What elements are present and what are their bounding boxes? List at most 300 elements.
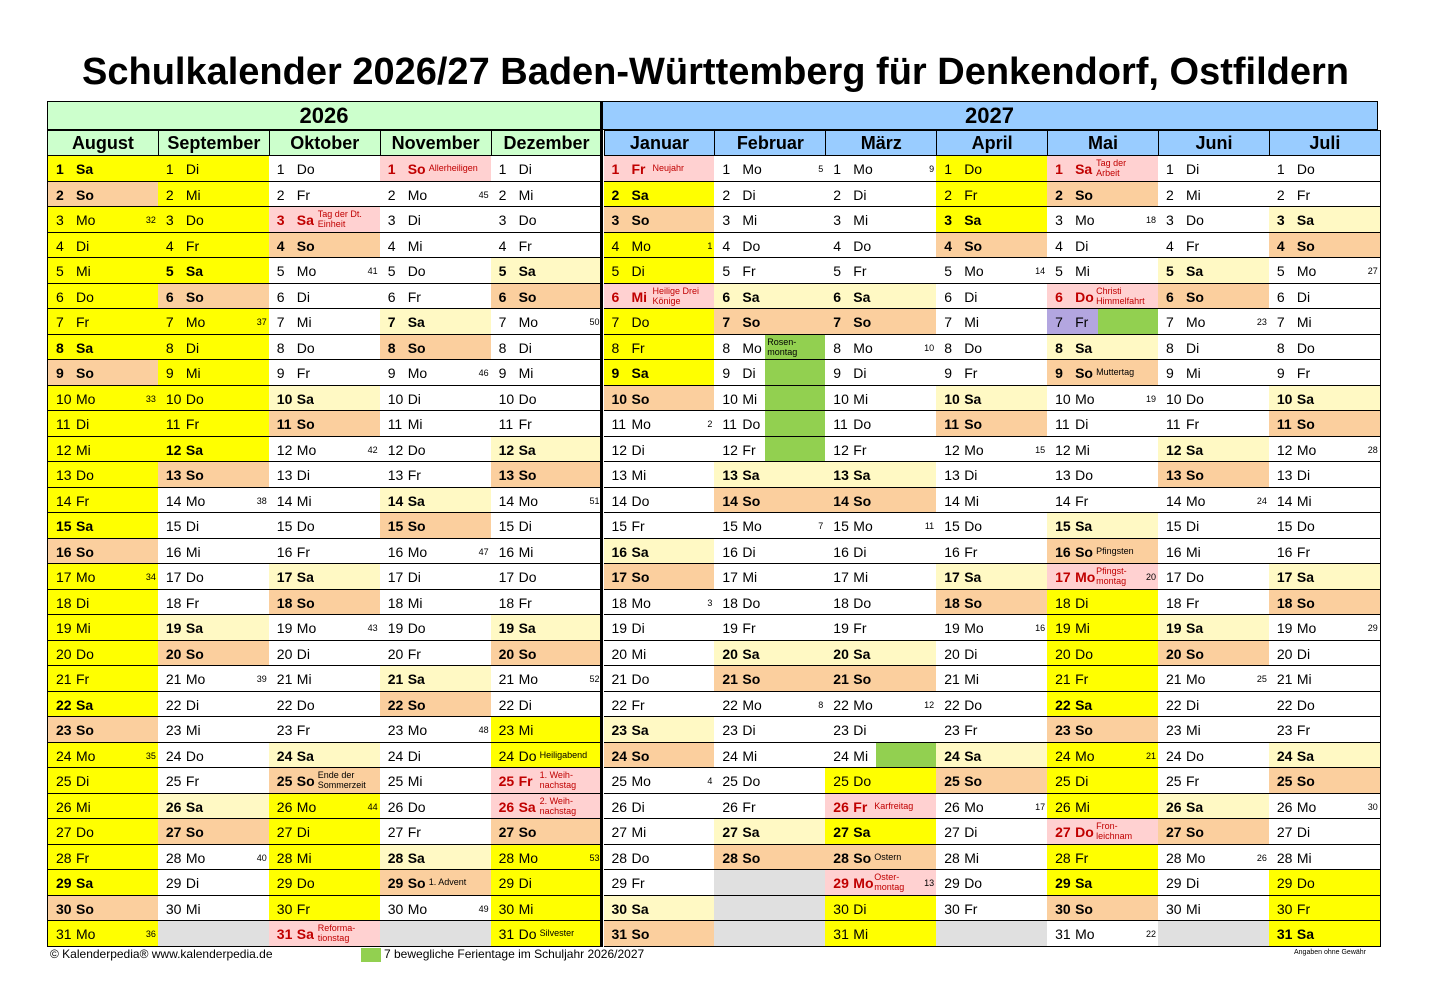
weekday-abbr: Di — [76, 594, 90, 611]
weekday-abbr: Di — [185, 339, 200, 356]
day-number: 5 — [276, 263, 285, 279]
holiday-note: Ende der Sommerzeit — [317, 770, 366, 790]
day-number: 10 — [944, 390, 960, 407]
day-cell — [47, 207, 159, 233]
weekday-abbr: Di — [185, 161, 200, 177]
day-cell — [1158, 768, 1270, 794]
day-number: 16 — [611, 543, 628, 560]
day-number: 2 — [165, 186, 174, 203]
day-cell — [380, 284, 492, 310]
weekday-abbr: Do — [853, 416, 872, 432]
day-cell — [714, 386, 826, 412]
weekday-abbr: So — [1186, 824, 1204, 840]
day-number: 30 — [1166, 900, 1182, 917]
weekday-abbr: Sa — [1296, 926, 1315, 942]
weekday-abbr: Sa — [185, 263, 204, 279]
weekday-abbr: Do — [742, 237, 761, 254]
week-number: 11 — [924, 521, 935, 531]
day-cell — [380, 845, 492, 871]
day-number: 30 — [498, 900, 515, 917]
day-cell — [1158, 437, 1270, 463]
weekday-abbr: Do — [185, 390, 204, 407]
week-number: 30 — [1367, 801, 1378, 812]
day-cell — [825, 462, 937, 488]
weekday-abbr: Mi — [518, 722, 534, 738]
weekday-abbr: Fr — [296, 722, 311, 738]
weekday-abbr: Do — [1296, 518, 1315, 534]
day-cell — [1269, 564, 1381, 590]
day-number: 26 — [1276, 798, 1293, 815]
day-number: 8 — [498, 339, 507, 356]
day-number: 30 — [1276, 900, 1293, 917]
day-number: 22 — [722, 696, 738, 713]
week-number: 45 — [478, 189, 489, 200]
weekday-abbr: Do — [1296, 161, 1315, 177]
weekday-abbr: Mi — [185, 365, 201, 381]
weekday-abbr: Do — [76, 467, 94, 483]
day-number: 14 — [944, 492, 960, 509]
day-number: 16 — [56, 543, 72, 560]
day-cell — [714, 462, 826, 488]
weekday-abbr: Mi — [518, 365, 534, 381]
school-calendar-grid — [47, 101, 1378, 947]
weekday-abbr: Mi — [1186, 722, 1201, 738]
day-number: 29 — [611, 875, 628, 891]
weekday-abbr: Mo — [853, 339, 873, 356]
day-cell — [380, 794, 492, 820]
day-cell — [1158, 182, 1270, 208]
week-number: 20 — [1145, 572, 1156, 582]
day-cell — [825, 717, 937, 743]
day-cell — [1158, 207, 1270, 233]
day-number: 8 — [833, 339, 842, 356]
weekday-abbr: Di — [853, 900, 867, 917]
empty-day-cell — [158, 921, 270, 947]
day-number: 28 — [833, 849, 849, 866]
weekday-abbr: Do — [407, 441, 426, 458]
day-cell — [269, 564, 381, 590]
day-number: 29 — [498, 875, 515, 891]
day-cell — [380, 233, 492, 259]
weekday-abbr: Fr — [1296, 543, 1311, 560]
day-cell — [158, 743, 270, 769]
day-cell — [1047, 666, 1159, 692]
day-number: 21 — [165, 671, 182, 687]
day-number: 18 — [276, 594, 293, 611]
day-number: 21 — [1166, 671, 1182, 687]
weekday-abbr: Do — [76, 824, 94, 840]
day-cell — [825, 845, 937, 871]
day-number: 26 — [722, 798, 738, 815]
day-cell — [604, 564, 716, 590]
day-cell — [47, 284, 159, 310]
day-number: 15 — [276, 518, 293, 534]
day-cell — [158, 258, 270, 284]
weekday-abbr: Mi — [76, 263, 91, 279]
day-cell — [158, 717, 270, 743]
day-number: 4 — [611, 237, 620, 254]
holiday-note: Tag der Arbeit — [1096, 158, 1127, 178]
day-number: 22 — [56, 696, 72, 713]
day-cell — [158, 360, 270, 386]
holiday-note: Oster- montag — [874, 872, 905, 892]
day-number: 2 — [1055, 186, 1063, 203]
day-cell — [1158, 794, 1270, 820]
day-cell — [380, 207, 492, 233]
weekday-abbr: Sa — [76, 518, 94, 534]
holiday-note: Reforma- tionstag — [317, 923, 356, 943]
day-number: 2 — [498, 186, 507, 203]
day-cell — [491, 258, 603, 284]
day-cell — [1047, 309, 1159, 335]
weekday-abbr: Di — [1296, 467, 1311, 483]
day-number: 31 — [1055, 926, 1071, 942]
week-number: 3 — [707, 597, 713, 608]
week-number: 47 — [478, 546, 489, 557]
day-cell — [604, 717, 716, 743]
day-number: 21 — [1055, 671, 1071, 687]
weekday-abbr: So — [631, 569, 650, 585]
weekday-abbr: Sa — [742, 288, 760, 305]
day-number: 14 — [165, 492, 182, 509]
day-cell — [269, 666, 381, 692]
weekday-abbr: Mo — [853, 875, 874, 891]
day-number: 11 — [498, 416, 514, 432]
day-cell — [1269, 386, 1381, 412]
day-cell — [714, 411, 826, 437]
day-cell — [47, 258, 159, 284]
weekday-abbr: So — [964, 237, 983, 254]
weekday-abbr: Do — [631, 492, 650, 509]
day-number: 24 — [1276, 747, 1293, 764]
weekday-abbr: Do — [1296, 339, 1315, 356]
weekday-abbr: Do — [964, 161, 983, 177]
week-number: 25 — [1256, 674, 1267, 684]
day-number: 5 — [1276, 263, 1285, 279]
weekday-abbr: Fr — [964, 543, 978, 560]
weekday-abbr: Fr — [1075, 671, 1089, 687]
day-cell — [158, 692, 270, 718]
weekday-abbr: Di — [185, 696, 200, 713]
day-cell — [825, 233, 937, 259]
weekday-abbr: Mi — [76, 798, 91, 815]
weekday-abbr: Do — [631, 314, 650, 330]
day-number: 27 — [722, 824, 738, 840]
weekday-abbr: Mo — [631, 416, 651, 432]
weekday-abbr: Mo — [76, 390, 96, 407]
day-number: 30 — [833, 900, 849, 917]
day-number: 4 — [1055, 237, 1063, 254]
day-cell — [825, 768, 937, 794]
day-number: 1 — [387, 161, 396, 177]
day-cell — [604, 182, 716, 208]
weekday-abbr: So — [518, 467, 537, 483]
weekday-abbr: Mi — [407, 594, 423, 611]
day-number: 11 — [1276, 416, 1292, 432]
weekday-abbr: So — [185, 824, 204, 840]
day-cell — [380, 717, 492, 743]
weekday-abbr: Fr — [76, 492, 90, 509]
day-cell — [269, 488, 381, 514]
day-cell — [1047, 819, 1159, 845]
weekday-abbr: Sa — [742, 467, 760, 483]
day-cell — [936, 564, 1048, 590]
day-cell — [604, 845, 716, 871]
day-cell — [1269, 845, 1381, 871]
day-cell — [47, 921, 159, 947]
weekday-abbr: Di — [1296, 288, 1311, 305]
day-cell — [1269, 207, 1381, 233]
day-number: 6 — [498, 288, 507, 305]
weekday-abbr: Sa — [742, 645, 760, 662]
day-number: 27 — [611, 824, 628, 840]
day-cell — [936, 182, 1048, 208]
day-number: 14 — [387, 492, 404, 509]
day-cell — [825, 564, 937, 590]
weekday-abbr: Sa — [185, 798, 204, 815]
holiday-note: 2. Weih- nachstag — [539, 795, 577, 816]
day-cell — [380, 335, 492, 361]
day-number: 26 — [165, 798, 182, 815]
day-cell — [604, 411, 716, 437]
weekday-abbr: Di — [518, 518, 532, 534]
day-number: 21 — [56, 671, 72, 687]
day-cell — [47, 437, 159, 463]
weekday-abbr: So — [964, 594, 983, 611]
weekday-abbr: Mi — [631, 645, 647, 662]
day-cell — [1269, 743, 1381, 769]
day-cell — [714, 309, 826, 335]
weekday-abbr: So — [853, 492, 872, 509]
weekday-abbr: Mo — [1186, 849, 1206, 866]
weekday-abbr: Sa — [296, 212, 314, 228]
weekday-abbr: Mo — [1186, 492, 1206, 509]
weekday-abbr: Sa — [407, 314, 425, 330]
day-cell — [714, 335, 826, 361]
page-title: Schulkalender 2026/27 Baden-Württemberg für Denkendorf, Ostfildern — [82, 51, 1349, 93]
day-cell — [491, 335, 603, 361]
day-cell — [380, 870, 492, 896]
weekday-abbr: Fr — [296, 365, 311, 381]
day-number: 4 — [56, 237, 64, 254]
weekday-abbr: Di — [742, 365, 756, 381]
day-number: 16 — [1166, 543, 1182, 560]
weekday-abbr: So — [1296, 237, 1315, 254]
day-cell — [491, 437, 603, 463]
day-cell — [936, 258, 1048, 284]
day-cell — [269, 437, 381, 463]
day-number: 28 — [276, 849, 293, 866]
weekday-abbr: Fr — [1075, 492, 1089, 509]
weekday-abbr: Mi — [1296, 849, 1312, 866]
week-number: 15 — [1035, 444, 1046, 455]
day-cell — [1047, 182, 1159, 208]
day-number: 25 — [498, 773, 515, 789]
week-number: 29 — [1367, 623, 1378, 633]
day-number: 18 — [165, 594, 182, 611]
day-number: 1 — [1276, 161, 1285, 177]
weekday-abbr: So — [631, 747, 650, 764]
day-number: 3 — [1166, 212, 1174, 228]
day-cell — [604, 768, 716, 794]
day-cell — [714, 743, 826, 769]
day-cell — [1269, 411, 1381, 437]
day-number: 26 — [56, 798, 72, 815]
weekday-abbr: Fr — [185, 594, 200, 611]
day-number: 24 — [833, 747, 849, 764]
week-number: 16 — [1035, 623, 1046, 633]
day-cell — [604, 513, 716, 539]
day-cell — [604, 539, 716, 565]
day-cell — [604, 794, 716, 820]
weekday-abbr: Di — [1296, 824, 1311, 840]
weekday-abbr: So — [407, 696, 426, 713]
week-number: 12 — [924, 699, 935, 710]
week-number: 23 — [1256, 317, 1267, 327]
month-header-september: September — [158, 130, 270, 156]
day-cell — [269, 921, 381, 947]
day-number: 11 — [165, 416, 181, 432]
day-number: 22 — [1055, 696, 1071, 713]
day-number: 21 — [276, 671, 293, 687]
day-cell — [380, 386, 492, 412]
day-cell — [604, 258, 716, 284]
weekday-abbr: Sa — [296, 569, 314, 585]
day-cell — [269, 207, 381, 233]
day-cell — [380, 488, 492, 514]
day-cell — [936, 615, 1048, 641]
day-number: 28 — [1276, 849, 1293, 866]
weekday-abbr: Do — [1186, 569, 1204, 585]
week-number: 27 — [1367, 266, 1378, 276]
weekday-abbr: Mo — [1296, 441, 1317, 458]
weekday-abbr: Mo — [631, 773, 651, 789]
day-number: 21 — [944, 671, 960, 687]
day-number: 15 — [833, 518, 849, 534]
weekday-abbr: Do — [1296, 696, 1315, 713]
day-cell — [491, 156, 603, 182]
month-header-juni: Juni — [1158, 130, 1270, 156]
day-cell — [158, 666, 270, 692]
weekday-abbr: Do — [518, 212, 537, 228]
day-number: 18 — [722, 594, 738, 611]
day-cell — [47, 615, 159, 641]
day-cell — [158, 641, 270, 667]
weekday-abbr: Mo — [1186, 671, 1206, 687]
day-cell — [158, 539, 270, 565]
weekday-abbr: So — [631, 926, 650, 942]
day-number: 28 — [611, 849, 628, 866]
weekday-abbr: Do — [964, 875, 983, 891]
weekday-abbr: Sa — [742, 824, 760, 840]
weekday-abbr: Mi — [185, 900, 201, 917]
weekday-abbr: Mi — [964, 849, 979, 866]
day-cell — [47, 666, 159, 692]
day-cell — [491, 819, 603, 845]
day-number: 3 — [165, 212, 174, 228]
day-number: 12 — [387, 441, 404, 458]
day-cell — [604, 819, 716, 845]
weekday-abbr: Di — [1186, 339, 1200, 356]
week-number: 1 — [707, 240, 713, 251]
day-number: 24 — [722, 747, 738, 764]
day-number: 23 — [722, 722, 738, 738]
day-number: 22 — [498, 696, 515, 713]
day-number: 5 — [611, 263, 620, 279]
weekday-abbr: Di — [76, 237, 90, 254]
weekday-abbr: Do — [742, 416, 761, 432]
day-number: 19 — [722, 620, 738, 636]
day-cell — [825, 615, 937, 641]
day-number: 5 — [387, 263, 396, 279]
day-number: 8 — [56, 339, 64, 356]
day-number: 18 — [1166, 594, 1182, 611]
weekday-abbr: So — [76, 543, 94, 560]
weekday-abbr: Fr — [631, 339, 645, 356]
day-cell — [936, 488, 1048, 514]
day-number: 12 — [722, 441, 738, 458]
week-number: 49 — [478, 903, 489, 914]
weekday-abbr: So — [407, 518, 426, 534]
week-number: 4 — [707, 776, 713, 786]
weekday-abbr: Sa — [76, 875, 94, 891]
day-cell — [1269, 284, 1381, 310]
weekday-abbr: Sa — [1075, 161, 1093, 177]
weekday-abbr: Do — [631, 849, 650, 866]
day-cell — [1158, 845, 1270, 871]
day-number: 27 — [165, 824, 182, 840]
day-number: 16 — [276, 543, 293, 560]
day-cell — [825, 411, 937, 437]
day-number: 14 — [276, 492, 293, 509]
day-cell — [825, 513, 937, 539]
day-number: 12 — [498, 441, 515, 458]
weekday-abbr: Mo — [742, 518, 762, 534]
weekday-abbr: Fr — [1296, 722, 1311, 738]
weekday-abbr: Fr — [853, 798, 868, 815]
weekday-abbr: Do — [1186, 390, 1204, 407]
weekday-abbr: Sa — [964, 747, 982, 764]
day-number: 19 — [498, 620, 515, 636]
weekday-abbr: Sa — [1186, 798, 1204, 815]
day-cell — [714, 768, 826, 794]
day-number: 23 — [498, 722, 515, 738]
holiday-note: Silvester — [539, 928, 575, 938]
day-cell — [380, 692, 492, 718]
empty-day-cell — [714, 870, 826, 896]
weekday-abbr: Do — [518, 926, 537, 942]
day-number: 9 — [1055, 365, 1063, 381]
day-number: 14 — [1166, 492, 1182, 509]
weekday-abbr: Sa — [296, 747, 314, 764]
day-number: 17 — [944, 569, 960, 585]
weekday-abbr: Mi — [296, 671, 312, 687]
day-number: 17 — [611, 569, 628, 585]
day-cell — [380, 411, 492, 437]
day-number: 31 — [611, 926, 628, 942]
day-number: 26 — [1166, 798, 1182, 815]
day-number: 17 — [1276, 569, 1293, 585]
day-cell — [825, 921, 937, 947]
day-cell — [825, 666, 937, 692]
day-number: 9 — [387, 365, 396, 381]
day-number: 30 — [611, 900, 628, 917]
day-cell — [1269, 641, 1381, 667]
weekday-abbr: Fr — [1296, 900, 1311, 917]
weekday-abbr: Di — [964, 824, 978, 840]
day-number: 6 — [833, 288, 842, 305]
day-cell — [380, 258, 492, 284]
